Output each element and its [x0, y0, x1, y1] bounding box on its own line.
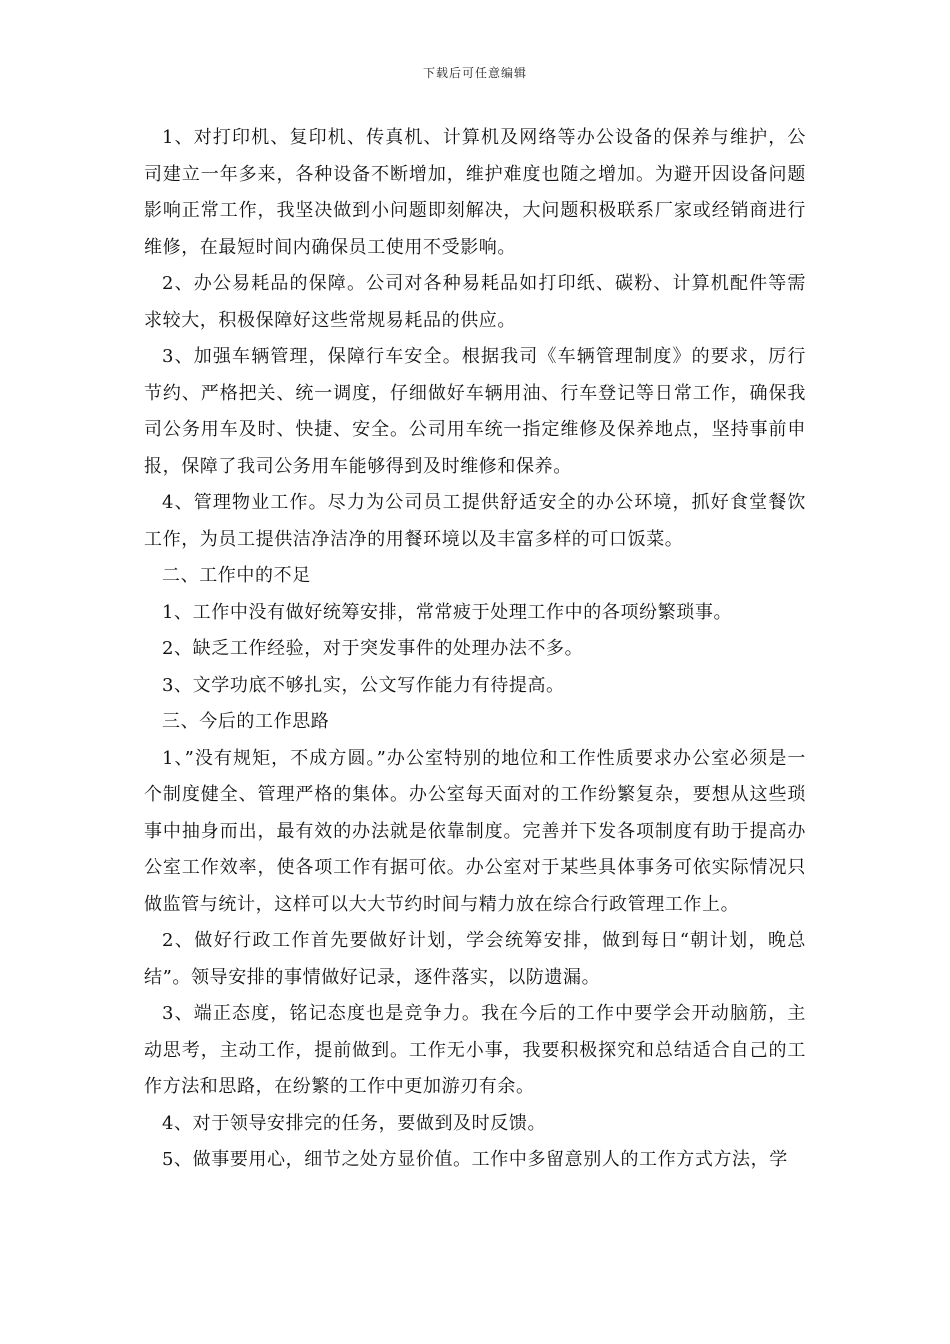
- paragraph-shortcoming-1: 1、工作中没有做好统筹安排，常常疲于处理工作中的各项纷繁琐事。: [162, 601, 733, 623]
- paragraph-shortcoming-2: 2、缺乏工作经验，对于突发事件的处理办法不多。: [162, 638, 584, 659]
- paragraph-property-management: 4、管理物业工作。尽力为公司员工提供舒适安全的办公环境，抓好食堂餐饮工作，为员工提供洁净洁净的用餐环境以及丰富多样的可口饭菜。: [144, 492, 806, 550]
- paragraph-consumables: 2、办公易耗品的保障。公司对各种易耗品如打印纸、碳粉、计算机配件等需求较大，积极保障好这些常规易耗品的供应。: [144, 273, 806, 331]
- paragraph-plan-3: 3、端正态度，铭记态度也是竞争力。我在今后的工作中要学会开动脑筋，主动思考，主动工作，提前做到。工作无小事，我要积极探究和总结适合自己的工作方法和思路，在纷繁的工作中更加游刃有余。: [144, 1003, 806, 1097]
- paragraph-plan-5: 5、做事要用心，细节之处方显价值。工作中多留意别人的工作方式方法，学: [162, 1149, 788, 1170]
- page-header-note: 下载后可任意编辑: [422, 66, 527, 80]
- paragraph-plan-2: 2、做好行政工作首先要做好计划，学会统筹安排，做到每日“朝计划，晚总结”。领导安排的事情做好记录，逐件落实，以防遗漏。: [144, 930, 806, 988]
- section-heading-future-plans: 三、今后的工作思路: [162, 711, 330, 732]
- document-body: [144, 120, 806, 1179]
- paragraph-vehicle-management: 3、加强车辆管理，保障行车安全。根据我司《车辆管理制度》的要求，厉行节约、严格把关、统一调度，仔细做好车辆用油、行车登记等日常工作，确保我司公务用车及时、快捷、安全。公司用车统一指定维修及保养地点，坚持事前申报，保障了我司公务用车能够得到及时维修和保养。: [144, 346, 806, 477]
- section-heading-shortcomings: 二、工作中的不足: [162, 565, 311, 586]
- paragraph-plan-4: 4、对于领导安排完的任务，要做到及时反馈。: [162, 1112, 547, 1134]
- paragraph-shortcoming-3: 3、文学功底不够扎实，公文写作能力有待提高。: [162, 674, 565, 696]
- paragraph-plan-1: 1、”没有规矩，不成方圆。”办公室特别的地位和工作性质要求办公室必须是一个制度健全、管理严格的集体。办公室每天面对的工作纷繁复杂，要想从这些琐事中抽身而出，最有效的办法就是依靠制度。完善并下发各项制度有助于提高办公室工作效率，使各项工作有据可依。办公室对于某些具体事务可依实际情况只做监管与统计，这样可以大大节约时间与精力放在综合行政管理工作上。: [144, 747, 806, 915]
- paragraph-equipment-maintenance: 1、对打印机、复印机、传真机、计算机及网络等办公设备的保养与维护，公司建立一年多来，各种设备不断增加，维护难度也随之增加。为避开因设备问题影响正常工作，我坚决做到小问题即刻解决，大问题积极联系厂家或经销商进行维修，在最短时间内确保员工使用不受影响。: [144, 127, 806, 258]
